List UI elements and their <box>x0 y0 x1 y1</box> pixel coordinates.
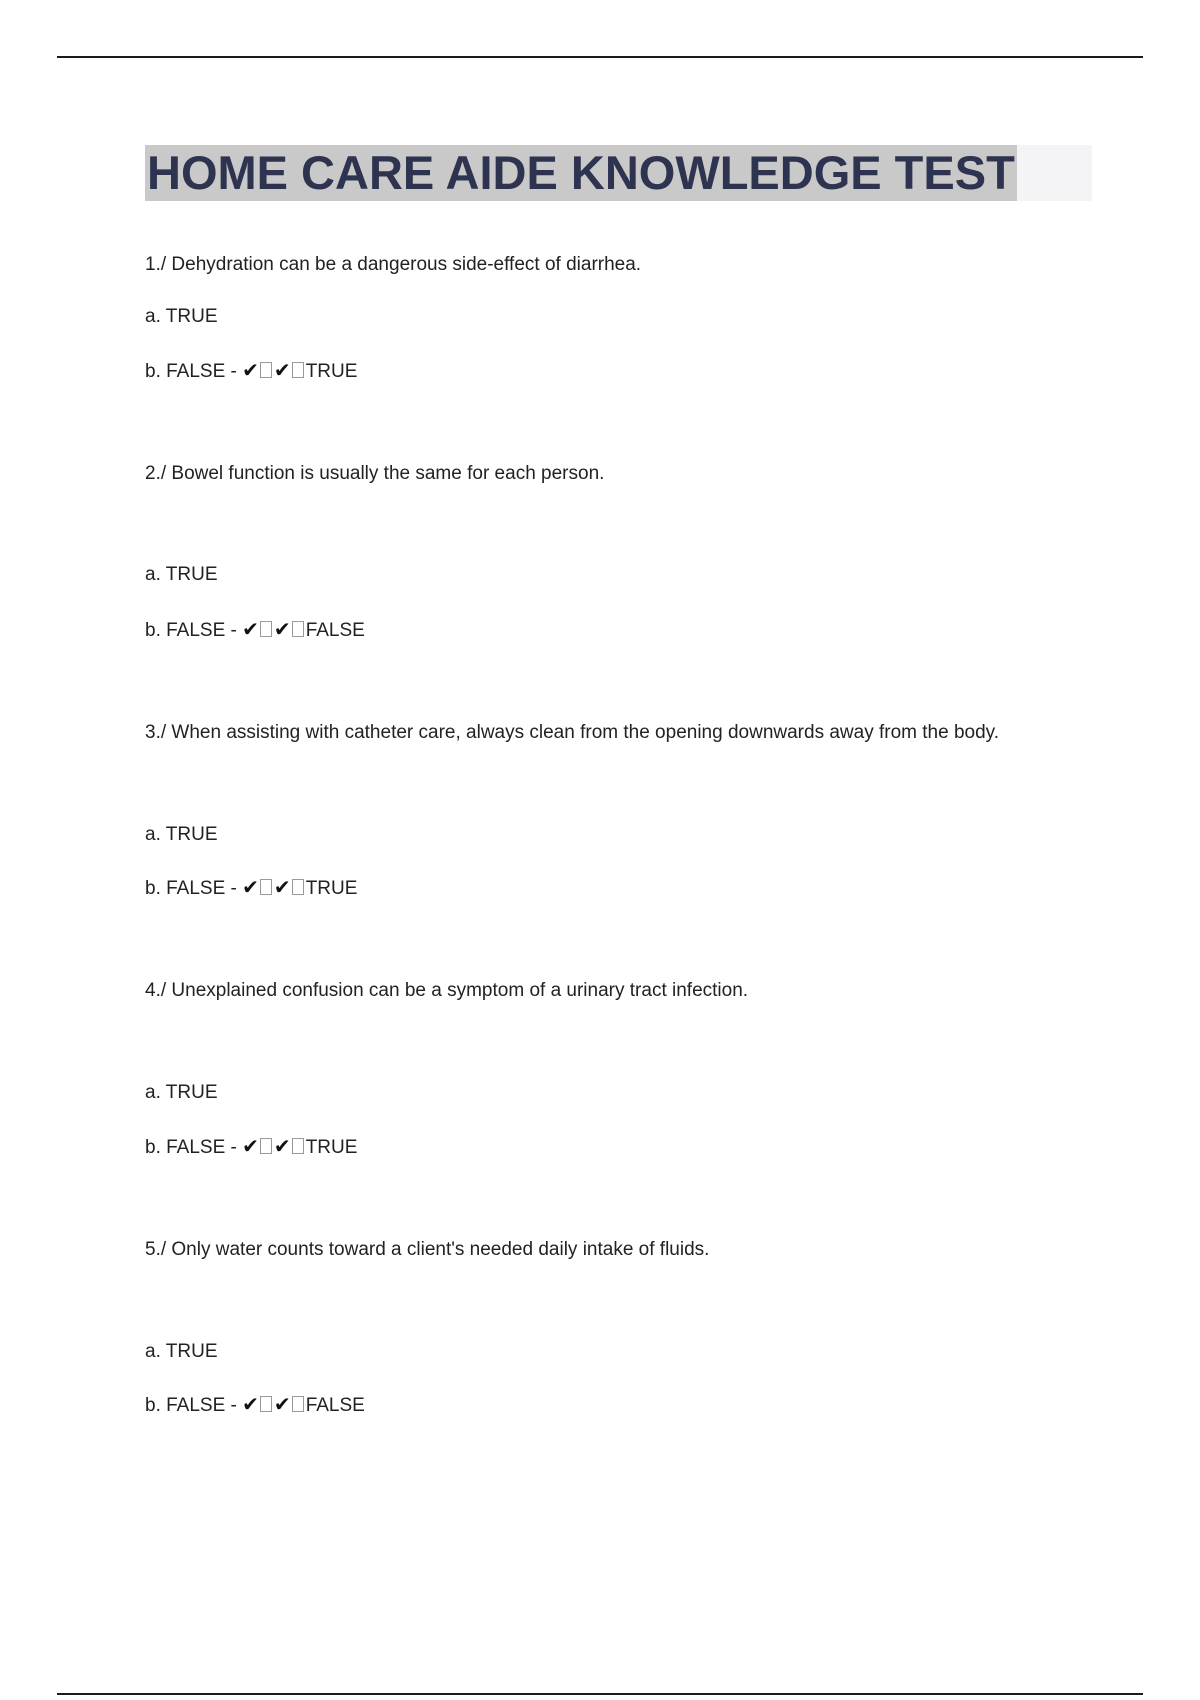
missing-glyph-icon <box>260 1396 272 1412</box>
check-icon: ✔ <box>273 1134 291 1158</box>
check-icon: ✔ <box>273 875 291 899</box>
question-2-option-b <box>145 617 365 643</box>
question-4-option-b-label: b. FALSE - <box>145 1137 237 1158</box>
question-1-answer: TRUE <box>305 361 358 382</box>
check-icon: ✔ <box>242 1392 259 1416</box>
question-4-answer: TRUE <box>305 1137 358 1158</box>
document-title: HOME CARE AIDE KNOWLEDGE TEST <box>147 146 1015 199</box>
question-1-option-b <box>145 358 357 384</box>
check-icon: ✔ <box>273 1392 291 1416</box>
header-rule <box>57 56 1143 58</box>
question-4-text: 4./ Unexplained confusion can be a symptom of a urinary tract infection. <box>145 980 749 1001</box>
question-3-option-a: a. TRUE <box>145 824 218 845</box>
question-3-option-b <box>145 875 357 901</box>
question-2-option-a: a. TRUE <box>145 564 218 585</box>
question-5-option-b <box>145 1392 365 1418</box>
question-1-text: 1./ Dehydration can be a dangerous side-effect of diarrhea. <box>145 254 642 275</box>
question-4-option-b <box>145 1134 357 1160</box>
question-2-text: 2./ Bowel function is usually the same for each person. <box>145 463 605 484</box>
question-1-option-b-label: b. FALSE - <box>145 361 237 382</box>
check-icon: ✔ <box>273 617 291 641</box>
question-5-option-a: a. TRUE <box>145 1341 218 1362</box>
check-icon: ✔ <box>242 875 259 899</box>
question-1-option-a: a. TRUE <box>145 306 218 327</box>
question-3-answer: TRUE <box>305 878 358 899</box>
missing-glyph-icon <box>292 1396 304 1412</box>
missing-glyph-icon <box>292 879 304 895</box>
missing-glyph-icon <box>292 1138 304 1154</box>
question-5-option-b-label: b. FALSE - <box>145 1395 237 1416</box>
question-3-text: 3./ When assisting with catheter care, always clean from the opening downwards away from the body. <box>145 722 1000 743</box>
question-3-option-b-label: b. FALSE - <box>145 878 237 899</box>
question-5-answer: FALSE <box>305 1395 365 1416</box>
missing-glyph-icon <box>260 621 272 637</box>
check-icon: ✔ <box>273 358 291 382</box>
missing-glyph-icon <box>292 362 304 378</box>
question-5-text: 5./ Only water counts toward a client's needed daily intake of fluids. <box>145 1239 710 1260</box>
question-2-option-b-label: b. FALSE - <box>145 620 237 641</box>
question-2-answer: FALSE <box>305 620 365 641</box>
missing-glyph-icon <box>260 1138 272 1154</box>
missing-glyph-icon <box>260 362 272 378</box>
question-4-option-a: a. TRUE <box>145 1082 218 1103</box>
check-icon: ✔ <box>242 1134 259 1158</box>
footer-rule <box>57 1693 1143 1695</box>
missing-glyph-icon <box>292 621 304 637</box>
check-icon: ✔ <box>242 358 259 382</box>
missing-glyph-icon <box>260 879 272 895</box>
check-icon: ✔ <box>242 617 259 641</box>
